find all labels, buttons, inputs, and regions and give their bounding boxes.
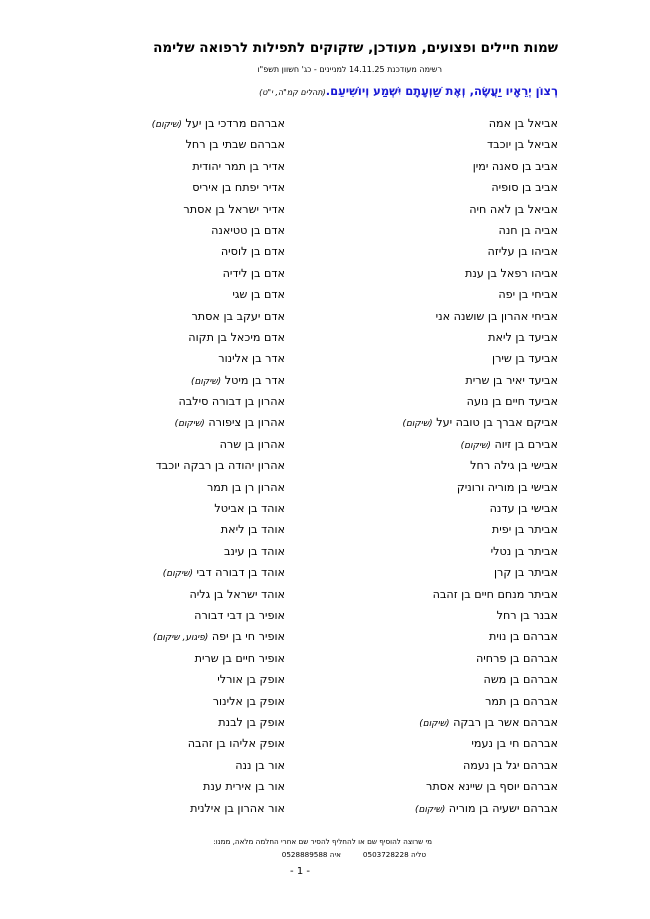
patient-name: אברהם ישעיה בן מוריה bbox=[448, 801, 558, 815]
status-note: (שיקום) bbox=[415, 804, 446, 815]
name-entry bbox=[30, 498, 285, 519]
name-entry bbox=[30, 798, 285, 819]
name-entry bbox=[30, 434, 285, 455]
name-entry bbox=[303, 412, 558, 433]
name-entry bbox=[303, 348, 558, 369]
name-entry bbox=[30, 220, 285, 241]
status-note: (שיקום) bbox=[190, 376, 222, 387]
name-entry bbox=[303, 156, 558, 177]
name-entry bbox=[30, 306, 285, 327]
name-entry bbox=[30, 156, 285, 177]
name-entry bbox=[303, 541, 558, 562]
name-entry bbox=[303, 798, 558, 819]
name-entry bbox=[30, 199, 285, 220]
name-entry bbox=[30, 134, 285, 155]
name-entry bbox=[303, 199, 558, 220]
page-number: - 1 - bbox=[290, 866, 310, 877]
name-entry bbox=[303, 605, 558, 626]
name-entry bbox=[303, 648, 558, 669]
list-date-subtitle: רשימה מעודכנת 14.11.25 למניינים - כג' חשוון תשפ"ו bbox=[257, 65, 442, 74]
patient-name: אביהו בן עליזה bbox=[487, 245, 558, 259]
name-entry bbox=[303, 669, 558, 690]
patient-name: אהרון יהודה בן רבקה יוכבד bbox=[155, 459, 285, 473]
patient-name: אדיר ישראל בן אסתר bbox=[183, 202, 285, 216]
name-entry bbox=[30, 370, 285, 391]
name-entry bbox=[303, 455, 558, 476]
name-entry bbox=[30, 776, 285, 797]
patient-name: אביה בן חנה bbox=[498, 223, 558, 237]
patient-name: אהרון בן דבורה סילבה bbox=[178, 395, 285, 409]
footer-instructions: מי שרוצה להוסיף שם או להחליף להסיר שם אחרי החלמה מלאה, ממנו: bbox=[213, 837, 432, 846]
name-entry bbox=[30, 113, 285, 134]
name-entry bbox=[303, 562, 558, 583]
name-entry bbox=[30, 477, 285, 498]
status-note: (שיקום) bbox=[174, 419, 205, 430]
name-entry bbox=[30, 412, 285, 433]
patient-name: אביאל בן יוכבד bbox=[487, 138, 558, 152]
name-entry bbox=[30, 455, 285, 476]
name-entry bbox=[303, 691, 558, 712]
name-entry bbox=[303, 519, 558, 540]
name-entry bbox=[30, 284, 285, 305]
patient-name: אביעד בן ליאת bbox=[488, 330, 558, 344]
patient-name: אבירם בן זיוה bbox=[494, 437, 558, 451]
names-column-left bbox=[30, 113, 285, 819]
name-entry bbox=[30, 733, 285, 754]
patient-name: אופק בן לבנת bbox=[218, 715, 285, 729]
name-entry bbox=[303, 370, 558, 391]
name-entry bbox=[30, 669, 285, 690]
patient-name: אהרון בן ציפורה bbox=[208, 416, 285, 430]
status-note: (פיגוע, שיקום) bbox=[152, 633, 209, 644]
patient-name: אביעד יאיר בן שרית bbox=[465, 373, 558, 387]
name-entry bbox=[30, 605, 285, 626]
name-entry bbox=[303, 477, 558, 498]
patient-name: אבישי בן עדנה bbox=[489, 502, 558, 516]
name-entry bbox=[30, 241, 285, 262]
patient-name: אברהם בן נוית bbox=[488, 630, 558, 644]
patient-name: אביב בן סאנה ימין bbox=[472, 159, 558, 173]
patient-name: אדיר יפתח בן איריס bbox=[192, 181, 285, 195]
name-entry bbox=[303, 113, 558, 134]
name-entry bbox=[30, 648, 285, 669]
patient-name: אביקם אברך בן טובה יעל bbox=[436, 416, 558, 430]
name-entry bbox=[30, 541, 285, 562]
patient-name: אדם יעקב בן אסתר bbox=[191, 309, 285, 323]
patient-name: אברהם יוסף בן שיינא אסתר bbox=[426, 780, 558, 794]
patient-name: אביתר מנחם חיים בן זהבה bbox=[432, 587, 558, 601]
patient-name: אבנר בן רחל bbox=[496, 608, 558, 622]
name-entry bbox=[303, 263, 558, 284]
patient-name: אביתר בן קרן bbox=[493, 566, 558, 580]
name-entry bbox=[303, 177, 558, 198]
name-entry bbox=[303, 284, 558, 305]
patient-name: אופיר בן דבי דבורה bbox=[194, 608, 285, 622]
patient-name: אבישי בן גילה רחל bbox=[470, 459, 558, 473]
footer-contacts bbox=[260, 850, 426, 859]
name-entry bbox=[30, 327, 285, 348]
patient-name: אביחי אהרון בן שושנה אני bbox=[435, 309, 558, 323]
patient-name: אהרון רן בן תמר bbox=[206, 480, 285, 494]
name-entry bbox=[30, 755, 285, 776]
patient-name: אור בן ננה bbox=[235, 758, 285, 772]
patient-name: אדם בן לוסיה bbox=[220, 245, 285, 259]
status-note: (שיקום) bbox=[162, 569, 193, 580]
patient-name: אופק בן אלינור bbox=[212, 694, 285, 708]
name-entry bbox=[30, 391, 285, 412]
name-entry bbox=[303, 776, 558, 797]
patient-name: אביאל בן לאה חיה bbox=[469, 202, 558, 216]
patient-name: אוהד בן עינב bbox=[223, 544, 285, 558]
patient-name: אור בן אירית ענת bbox=[202, 780, 285, 794]
patient-name: אופק אליהו בן זהבה bbox=[187, 737, 285, 751]
patient-name: אדם בן שגי bbox=[232, 288, 285, 302]
patient-name: אופיר חי בן יפה bbox=[211, 630, 285, 644]
patient-name: אביעד בן שירן bbox=[492, 352, 558, 366]
patient-name: אוהד בן ליאת bbox=[220, 523, 285, 537]
patient-name: אברהם בן פרחיה bbox=[475, 651, 558, 665]
contact-talia: טליה 0503728228 bbox=[362, 850, 426, 859]
patient-name: אביתר בן נטלי bbox=[490, 544, 558, 558]
patient-name: אביעד חיים בן נועה bbox=[466, 395, 558, 409]
name-entry bbox=[303, 241, 558, 262]
patient-name: אוהד ישראל בן גליה bbox=[189, 587, 285, 601]
name-entry bbox=[303, 220, 558, 241]
patient-name: אבישי בן מוריה ורוניק bbox=[456, 480, 558, 494]
patient-name: אוהד בן דבורה דבי bbox=[196, 566, 285, 580]
patient-name: אור אהרון בן אילנית bbox=[190, 801, 285, 815]
status-note: (שיקום) bbox=[402, 419, 433, 430]
name-entry bbox=[303, 391, 558, 412]
name-entry bbox=[303, 327, 558, 348]
name-entry bbox=[303, 755, 558, 776]
name-entry bbox=[30, 562, 285, 583]
patient-name: אברהם יגל בן נעמה bbox=[462, 758, 558, 772]
verse-text: רְצוֹן יְרֵאָיו יַעֲשֶׂה, וְאֶת שַׁוְעָתָם יִשְׁמַע וְיוֹשִׁיעֵם. bbox=[325, 84, 558, 98]
name-entry bbox=[30, 519, 285, 540]
name-entry bbox=[303, 134, 558, 155]
patient-name: אביב בן סופיה bbox=[491, 181, 558, 195]
patient-name: אביחי בן יפה bbox=[498, 288, 558, 302]
name-entry bbox=[30, 263, 285, 284]
status-note: (שיקום) bbox=[151, 120, 182, 130]
patient-name: אברהם מרדכי בן יעל bbox=[185, 117, 285, 130]
name-entry bbox=[303, 434, 558, 455]
patient-name: אדר בן מיטל bbox=[224, 373, 285, 387]
name-entry bbox=[30, 348, 285, 369]
patient-name: אביתר בן יפית bbox=[491, 523, 558, 537]
patient-name: אברהם חי בן נעמי bbox=[471, 737, 558, 751]
name-entry bbox=[303, 306, 558, 327]
status-note: (שיקום) bbox=[419, 718, 450, 729]
name-entry bbox=[303, 498, 558, 519]
patient-name: אופק בן אורלי bbox=[217, 673, 285, 687]
patient-name: אופיר חיים בן שרית bbox=[194, 651, 285, 665]
status-note: (שיקום) bbox=[460, 440, 491, 451]
name-entry bbox=[30, 626, 285, 647]
name-entry bbox=[303, 584, 558, 605]
page-title: שמות חיילים ופצועים, מעודכן, שזקוקים לתפילות לרפואה שלימה bbox=[153, 40, 558, 56]
name-entry bbox=[30, 691, 285, 712]
name-entry bbox=[303, 712, 558, 733]
patient-name: אדיר בן תמר יהודית bbox=[192, 159, 285, 173]
patient-name: אביאל בן אמה bbox=[488, 117, 558, 130]
names-column-right bbox=[303, 113, 558, 819]
patient-name: אדר בן אלינור bbox=[218, 352, 285, 366]
name-entry bbox=[303, 733, 558, 754]
psalm-verse bbox=[259, 84, 558, 98]
patient-name: אדם מיכאל בן תקוה bbox=[188, 330, 285, 344]
patient-name: אביהו רפאל בן ענת bbox=[465, 266, 558, 280]
verse-source: (תהלים קמ"ה, י"ט) bbox=[259, 88, 326, 97]
name-entry bbox=[30, 177, 285, 198]
patient-name: אברהם שבתי בן רחל bbox=[185, 138, 285, 152]
patient-name: אדם בן טטיאנה bbox=[211, 223, 285, 237]
patient-name: אברהם בן תמר bbox=[485, 694, 558, 708]
patient-name: אהרון בן שרה bbox=[219, 437, 285, 451]
patient-name: אברהם אשר בן רבקה bbox=[453, 715, 558, 729]
patient-name: אוהד בן אביטל bbox=[214, 502, 285, 516]
patient-name: אברהם בן משה bbox=[483, 673, 558, 687]
name-entry bbox=[303, 626, 558, 647]
name-entry bbox=[30, 712, 285, 733]
name-entry bbox=[30, 584, 285, 605]
contact-aya: איה 0528889588 bbox=[281, 850, 341, 859]
patient-name: אדם בן לידיה bbox=[222, 266, 285, 280]
